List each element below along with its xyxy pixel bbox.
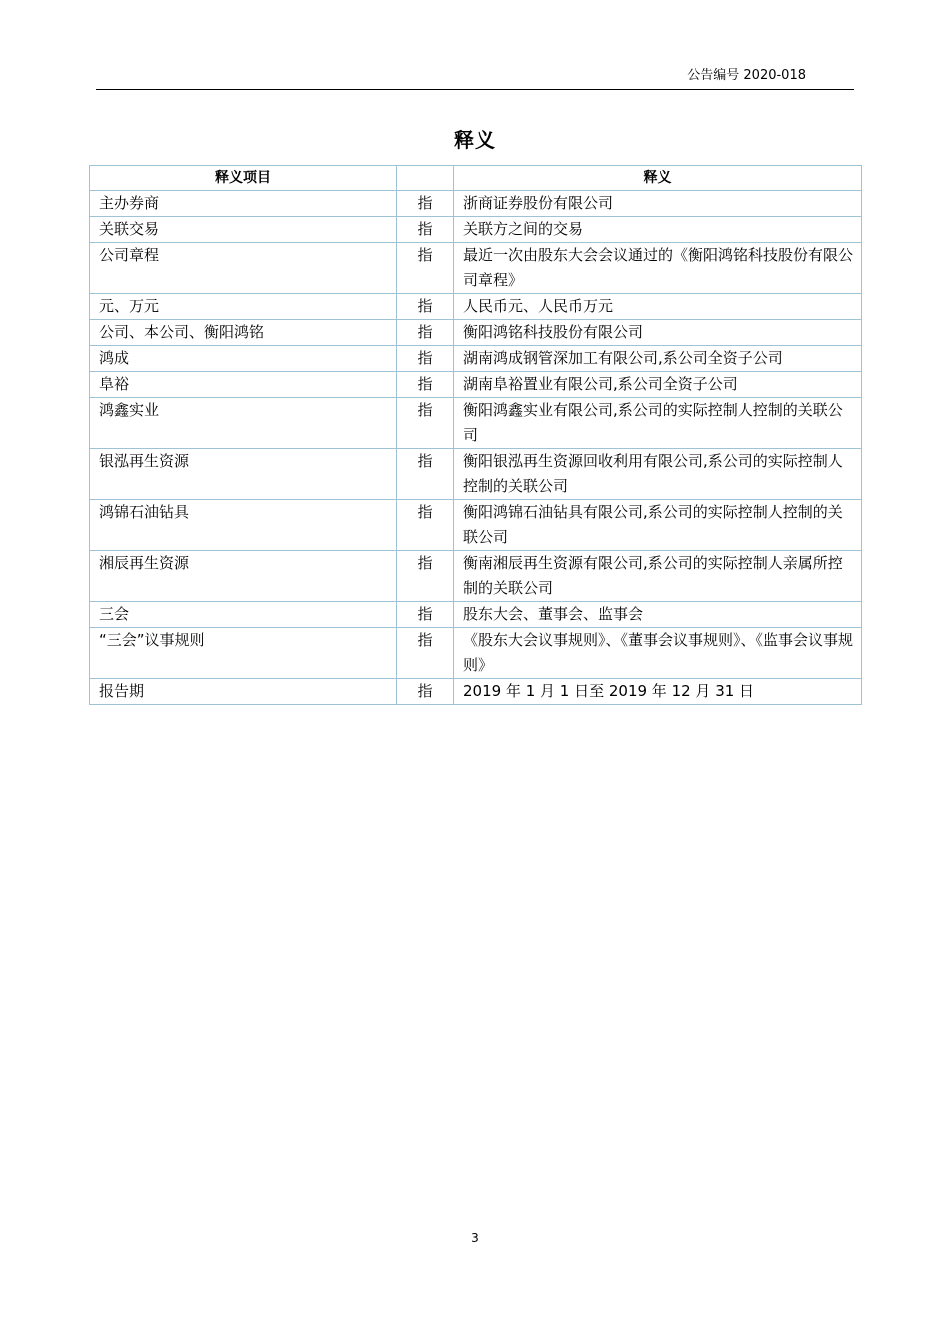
term-cell: 报告期 [90, 679, 397, 705]
announcement-number: 公告编号 2020-018 [687, 68, 806, 83]
term-cell: 阜裕 [90, 372, 397, 398]
ref-cell: 指 [397, 449, 454, 500]
meaning-cell: 衡阳鸿鑫实业有限公司,系公司的实际控制人控制的关联公司 [454, 398, 862, 449]
term-cell: 鸿鑫实业 [90, 398, 397, 449]
term-cell: 公司章程 [90, 243, 397, 294]
term-cell: 元、万元 [90, 294, 397, 320]
header-divider [96, 89, 854, 90]
page-number: 3 [471, 1231, 479, 1245]
table-row [90, 243, 862, 294]
term-cell: 主办券商 [90, 191, 397, 217]
ref-cell: 指 [397, 679, 454, 705]
meaning-cell: 《股东大会议事规则》、《董事会议事规则》、《监事会议事规则》 [454, 628, 862, 679]
ref-cell: 指 [397, 320, 454, 346]
term-cell: 湘辰再生资源 [90, 551, 397, 602]
table-header-row [90, 166, 862, 191]
term-cell: 公司、本公司、衡阳鸿铭 [90, 320, 397, 346]
table-row [90, 191, 862, 217]
header-ref [397, 166, 454, 191]
ref-cell: 指 [397, 346, 454, 372]
meaning-cell: 衡南湘辰再生资源有限公司,系公司的实际控制人亲属所控制的关联公司 [454, 551, 862, 602]
term-cell: 鸿成 [90, 346, 397, 372]
meaning-cell: 衡阳鸿锦石油钻具有限公司,系公司的实际控制人控制的关联公司 [454, 500, 862, 551]
table-row [90, 294, 862, 320]
ref-cell: 指 [397, 217, 454, 243]
table-row [90, 449, 862, 500]
table-row [90, 628, 862, 679]
table-row [90, 346, 862, 372]
table-row [90, 320, 862, 346]
ref-cell: 指 [397, 191, 454, 217]
table-row [90, 372, 862, 398]
term-cell: 关联交易 [90, 217, 397, 243]
header-term: 释义项目 [90, 166, 397, 191]
header-meaning: 释义 [454, 166, 862, 191]
meaning-cell: 浙商证券股份有限公司 [454, 191, 862, 217]
meaning-cell: 人民币元、人民币万元 [454, 294, 862, 320]
ref-cell: 指 [397, 551, 454, 602]
ref-cell: 指 [397, 628, 454, 679]
meaning-cell: 衡阳鸿铭科技股份有限公司 [454, 320, 862, 346]
ref-cell: 指 [397, 602, 454, 628]
table-row [90, 551, 862, 602]
meaning-cell: 最近一次由股东大会会议通过的《衡阳鸿铭科技股份有限公司章程》 [454, 243, 862, 294]
table-row [90, 602, 862, 628]
definitions-table [89, 165, 862, 705]
table-row [90, 500, 862, 551]
ref-cell: 指 [397, 243, 454, 294]
term-cell: 银泓再生资源 [90, 449, 397, 500]
meaning-cell: 湖南鸿成钢管深加工有限公司,系公司全资子公司 [454, 346, 862, 372]
meaning-cell: 湖南阜裕置业有限公司,系公司全资子公司 [454, 372, 862, 398]
term-cell: “三会”议事规则 [90, 628, 397, 679]
table-row [90, 217, 862, 243]
meaning-cell: 衡阳银泓再生资源回收利用有限公司,系公司的实际控制人控制的关联公司 [454, 449, 862, 500]
ref-cell: 指 [397, 500, 454, 551]
ref-cell: 指 [397, 398, 454, 449]
ref-cell: 指 [397, 294, 454, 320]
ref-cell: 指 [397, 372, 454, 398]
term-cell: 鸿锦石油钻具 [90, 500, 397, 551]
table-row [90, 398, 862, 449]
page-title: 释义 [454, 128, 496, 152]
meaning-cell: 2019 年 1 月 1 日至 2019 年 12 月 31 日 [454, 679, 862, 705]
table-row [90, 679, 862, 705]
term-cell: 三会 [90, 602, 397, 628]
meaning-cell: 关联方之间的交易 [454, 217, 862, 243]
meaning-cell: 股东大会、董事会、监事会 [454, 602, 862, 628]
